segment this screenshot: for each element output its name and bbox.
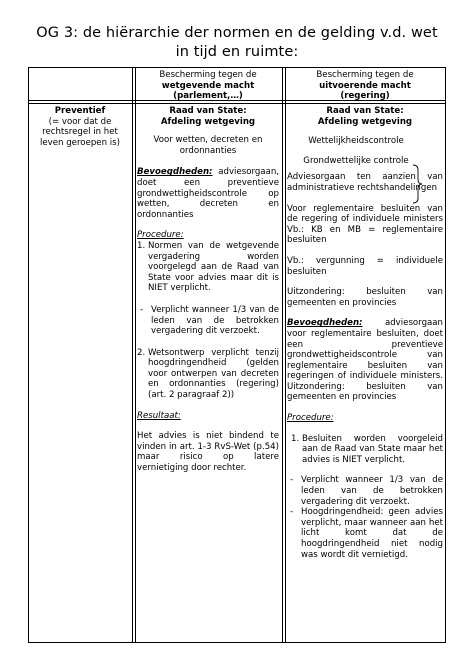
- row-label-line: rechtsregel in het: [42, 127, 118, 138]
- list-item: - Verplicht wanneer 1/3 van de leden van de betrokken vergadering dit verzoekt.: [290, 475, 443, 507]
- bevoegdheden-label: Bevoegdheden:: [287, 318, 363, 329]
- paragraph: Vb.: vergunning = individuele besluiten: [287, 255, 443, 277]
- column-divider: [285, 68, 286, 642]
- header-line: wetgevende macht: [161, 80, 255, 91]
- header-line: (parlement,…): [173, 91, 243, 102]
- row-label-title: Preventief: [54, 106, 106, 116]
- org-section: Afdeling wetgeving: [160, 116, 256, 127]
- header-uitvoerende-macht: [287, 70, 443, 102]
- control-type: Grondwettelijke controle: [303, 155, 409, 166]
- bevoegdheden-text: adviesorgaan, doet een preventieve grondwettigheidscontrole op wetten, decreten en ordonnanties: [137, 167, 279, 220]
- bevoegdheden-label: Bevoegdheden:: [137, 167, 213, 178]
- header-line: (regering): [340, 91, 390, 102]
- curly-brace-icon: [412, 164, 422, 204]
- list-item: 2. Wetsontwerp verplicht tenzij hoogdringendheid (gelden voor ontwerpen van decreten en ordonnanties (regering) (art. 2 paragraaf 2)): [137, 347, 279, 401]
- paragraph: Uitzondering: besluiten van gemeenten en provincies: [287, 287, 443, 308]
- resultaat-text: Het advies is niet bindend te vinden in art. 1-3 RvS-Wet (p.54) maar risico op latere vernietiging door rechter.: [137, 431, 279, 474]
- title-line-1: OG 3: de hiërarchie der normen en de gelding v.d. wet: [36, 25, 438, 41]
- control-type: Wettelijkheidscontrole: [308, 136, 404, 147]
- paragraph: Voor reglementaire besluiten van de regering of individuele ministers Vb.: KB en MB = reglementaire besluiten: [287, 203, 443, 246]
- list-item: - Hoogdringendheid: geen advies verplicht, maar wanneer aan het licht komt dat de hoogdringendheid niet nodig was wordt dit vernietigd.: [290, 507, 443, 560]
- row-divider: [29, 103, 445, 104]
- procedure-label: Procedure:: [287, 413, 334, 424]
- header-line: Bescherming tegen de: [316, 70, 414, 80]
- paragraph: Adviesorgaan ten aanzien van administratieve rechtshandelingen: [287, 172, 443, 193]
- scope-line: ordonnanties: [179, 145, 237, 156]
- org-name: Raad van State:: [169, 106, 247, 116]
- bevoegdheden-paragraph: [137, 167, 279, 220]
- cell-wetgevende-macht: [137, 106, 279, 474]
- row-label-line: leven geroepen is): [40, 137, 120, 148]
- header-wetgevende-macht: [137, 70, 279, 102]
- title-line-2: in tijd en ruimte:: [175, 44, 299, 60]
- column-divider: [135, 68, 136, 642]
- page-title: [0, 24, 474, 62]
- list-item: - Verplicht wanneer 1/3 van de leden van de betrokken vergadering dit verzoekt.: [140, 304, 279, 337]
- bevoegdheden-text: adviesorgaan voor reglementaire besluiten, doet een preventieve grondwettigheidscontrole van reglementaire besluiten van regeringen of individuele ministers. Uitzondering: besluiten van gemeenten en provincies: [287, 318, 443, 403]
- bevoegdheden-paragraph: [287, 318, 443, 403]
- column-divider: [282, 68, 283, 642]
- row-label-preventief: [31, 106, 129, 148]
- row-label-line: (= voor dat de: [48, 116, 112, 127]
- org-name: Raad van State:: [326, 106, 404, 116]
- column-divider: [132, 68, 133, 642]
- scope-line: Voor wetten, decreten en: [153, 135, 263, 146]
- list-item: 1. Normen van de wetgevende vergadering worden voorgelegd aan de Raad van State voor advies maar dit is NIET verplicht.: [137, 240, 279, 294]
- org-section: Afdeling wetgeving: [317, 116, 413, 127]
- comparison-table: [28, 67, 446, 643]
- header-line: uitvoerende macht: [319, 80, 411, 91]
- resultaat-label: Resultaat:: [137, 410, 181, 421]
- list-item: 1. Besluiten worden voorgeleid aan de Raad van State maar het advies is NIET verplicht.: [291, 433, 443, 465]
- procedure-label: Procedure:: [137, 230, 184, 241]
- header-line: Bescherming tegen de: [159, 70, 257, 80]
